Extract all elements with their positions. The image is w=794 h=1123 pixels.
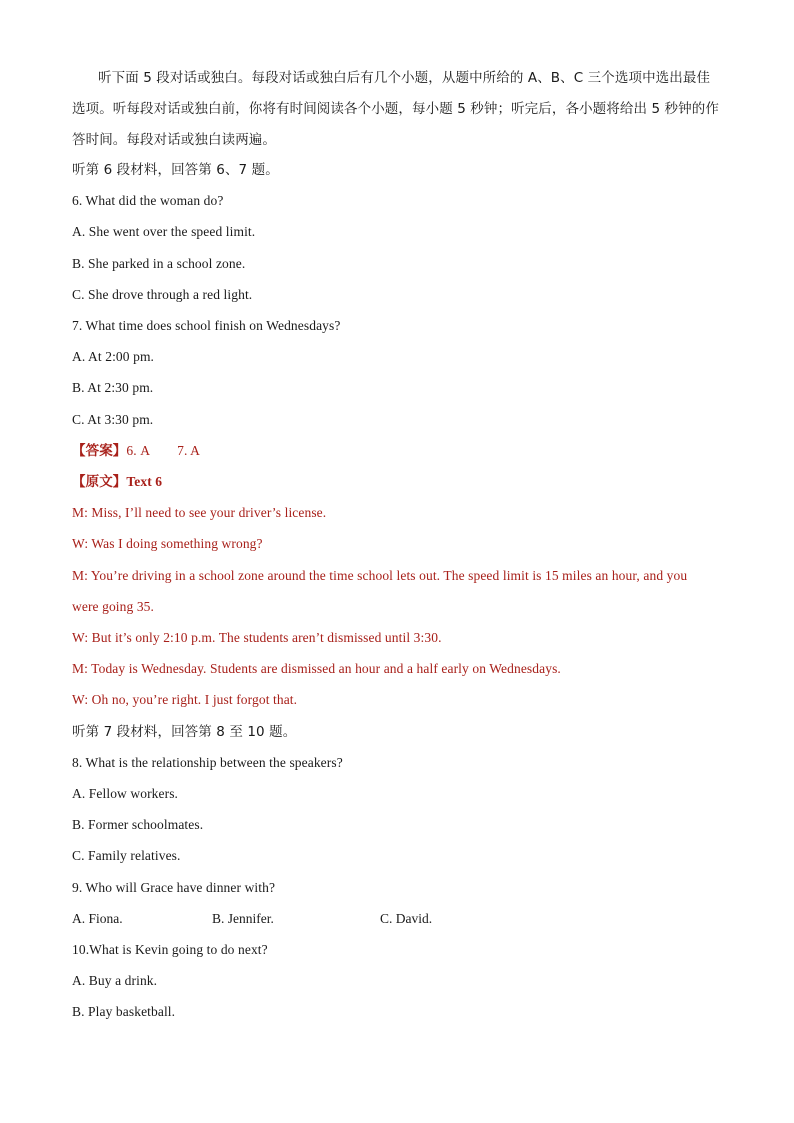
q8-option-a: A. Fellow workers. — [72, 786, 179, 801]
q9-option-c: C. David. — [380, 911, 433, 926]
transcript-line: W: But it’s only 2:10 p.m. The students aren’t dismissed until 3:30. — [72, 630, 442, 645]
transcript-line: W: Was I doing something wrong? — [72, 536, 263, 551]
q6-option-c: C. She drove through a red light. — [72, 287, 253, 302]
question-10-stem: 10.What is Kevin going to do next? — [72, 942, 268, 957]
transcript-line: were going 35. — [72, 599, 155, 614]
transcript-heading — [72, 473, 162, 491]
question-9-stem: 9. Who will Grace have dinner with? — [72, 880, 276, 895]
q8-option-c: C. Family relatives. — [72, 848, 181, 863]
question-6-stem: 6. What did the woman do? — [72, 193, 224, 208]
transcript-line: W: Oh no, you’re right. I just forgot that. — [72, 692, 298, 707]
q9-option-a: A. Fiona. — [72, 911, 123, 926]
transcript-title: Text 6 — [126, 474, 163, 489]
q9-option-b: B. Jennifer. — [212, 911, 274, 926]
q6-option-b: B. She parked in a school zone. — [72, 256, 246, 271]
q7-option-b: B. At 2:30 pm. — [72, 380, 154, 395]
q7-option-a: A. At 2:00 pm. — [72, 349, 155, 364]
q7-option-c: C. At 3:30 pm. — [72, 412, 154, 427]
q10-option-a: A. Buy a drink. — [72, 973, 158, 988]
instructions-paragraph — [72, 63, 722, 156]
question-8-stem: 8. What is the relationship between the speakers? — [72, 755, 343, 770]
transcript-label: 【原文】 — [72, 474, 127, 490]
transcript-line: M: Today is Wednesday. Students are dismissed an hour and a half early on Wednesdays. — [72, 661, 561, 676]
answer-label: 【答案】 — [72, 443, 127, 459]
section-header-text6: 听第 6 段材料，回答第 6、7 题。 — [72, 162, 279, 178]
q8-option-b: B. Former schoolmates. — [72, 817, 204, 832]
q6-option-a: A. She went over the speed limit. — [72, 224, 256, 239]
transcript-line: M: Miss, I’ll need to see your driver’s license. — [72, 505, 327, 520]
instructions-text: 听下面 5 段对话或独白。每段对话或独白后有几个小题，从题中所给的 A、B、C 三个选项中选出最佳选项。听每段对话或独白前，你将有时间阅读各个小题，每小题 5 秒钟；听完后，各小题将给出 5 秒钟的作答时间。每段对话或独白读两遍。 — [72, 70, 719, 148]
section-header-text7: 听第 7 段材料，回答第 8 至 10 题。 — [72, 724, 297, 740]
question-7-stem: 7. What time does school finish on Wednesdays? — [72, 318, 341, 333]
answer-line — [72, 442, 200, 460]
transcript-line: M: You’re driving in a school zone around the time school lets out. The speed limit is 15 miles an hour, and you — [72, 568, 688, 583]
answer-text: 6. A 7. A — [126, 443, 201, 458]
q10-option-b: B. Play basketball. — [72, 1004, 176, 1019]
